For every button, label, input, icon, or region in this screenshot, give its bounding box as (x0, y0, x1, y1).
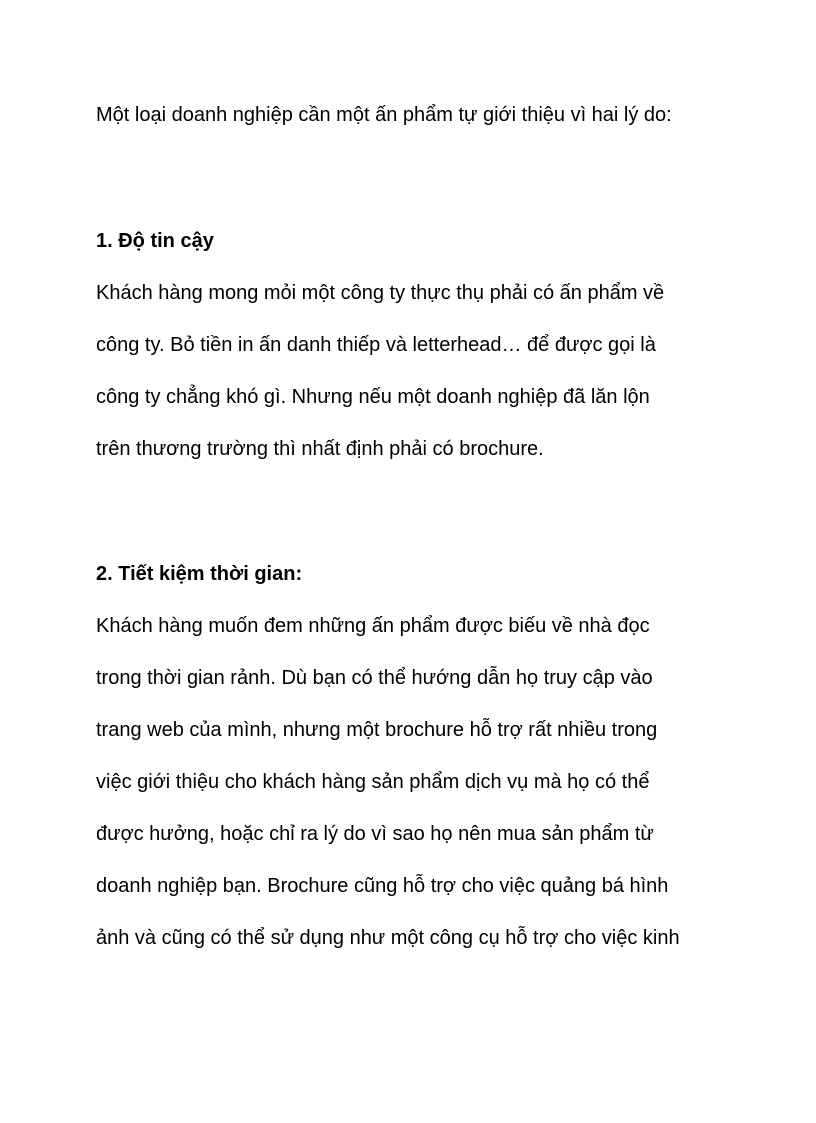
paragraph-line: trang web của mình, nhưng một brochure hỗ trợ rất nhiều trong (96, 719, 658, 741)
paragraph-line: công ty. Bỏ tiền in ấn danh thiếp và letterhead… để được gọi là (96, 334, 656, 356)
paragraph-line: Khách hàng muốn đem những ấn phẩm được biếu về nhà đọc (96, 615, 650, 637)
paragraph-line: ảnh và cũng có thể sử dụng như một công cụ hỗ trợ cho việc kinh (96, 927, 680, 949)
section-heading-credibility: 1. Độ tin cậy (96, 230, 214, 252)
paragraph-line: Khách hàng mong mỏi một công ty thực thụ phải có ấn phẩm về (96, 282, 665, 304)
intro-text: Một loại doanh nghiệp cần một ấn phẩm tự giới thiệu vì hai lý do: (96, 104, 672, 126)
paragraph-line: việc giới thiệu cho khách hàng sản phẩm dịch vụ mà họ có thể (96, 771, 650, 793)
paragraph-line: được hưởng, hoặc chỉ ra lý do vì sao họ nên mua sản phẩm từ (96, 823, 654, 845)
paragraph-line: trên thương trường thì nhất định phải có brochure. (96, 438, 544, 460)
paragraph-line: trong thời gian rảnh. Dù bạn có thể hướng dẫn họ truy cập vào (96, 667, 653, 689)
section-heading-time-saving: 2. Tiết kiệm thời gian: (96, 563, 303, 585)
paragraph-line: doanh nghiệp bạn. Brochure cũng hỗ trợ cho việc quảng bá hình (96, 875, 669, 897)
paragraph-line: công ty chẳng khó gì. Nhưng nếu một doanh nghiệp đã lăn lộn (96, 386, 650, 408)
